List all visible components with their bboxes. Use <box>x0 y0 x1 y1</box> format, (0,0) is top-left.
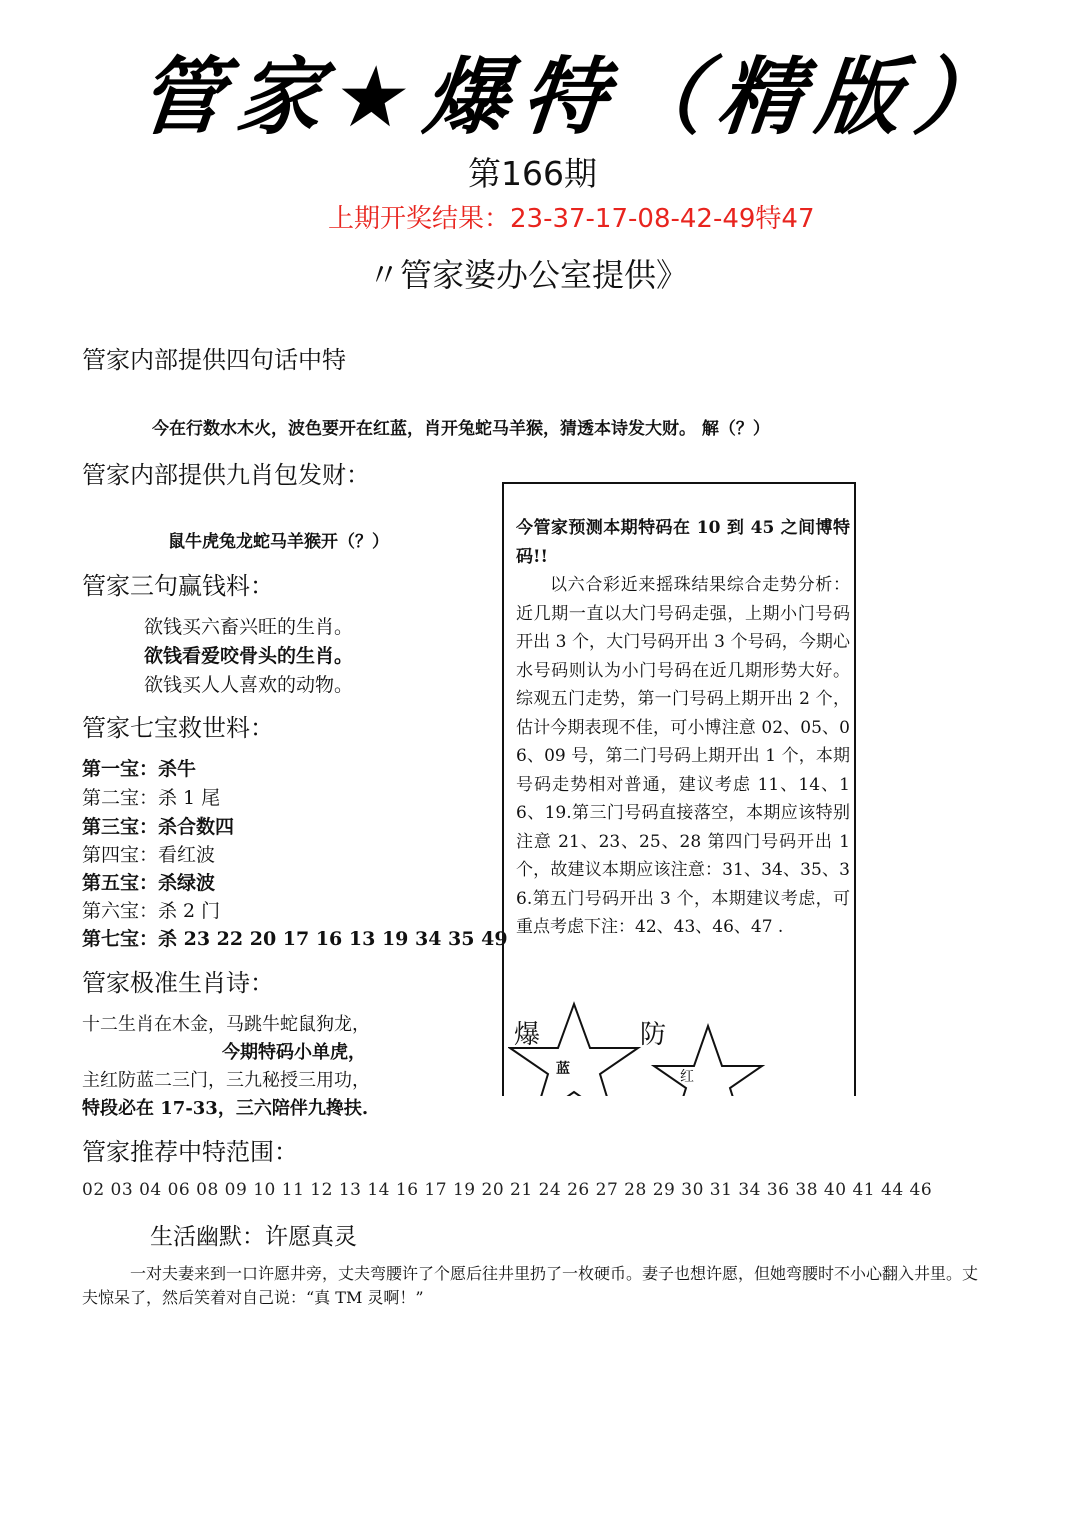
four-sentence-heading: 管家内部提供四句话中特 <box>82 346 346 374</box>
joke-text: 一对夫妻来到一口许愿井旁，丈夫弯腰许了个愿后往井里扔了一枚硬币。妻子也想许愿，但她弯腰时不小心翻入井里。丈夫惊呆了，然后笑着对自己说：“真 TM 灵啊！” <box>82 1264 979 1307</box>
three-sentence-line: 欲钱买人人喜欢的动物。 <box>144 674 354 696</box>
three-sentence-line: 欲钱看爱咬骨头的生肖。 <box>144 645 354 667</box>
joke-heading: 生活幽默：许愿真灵 <box>150 1224 357 1250</box>
zodiac-poem-heading: 管家极准生肖诗： <box>82 969 274 997</box>
poem-line: 特段必在 17-33，三六陪伴九搀扶. <box>82 1098 369 1119</box>
poem-line: 十二生肖在木金，马跳牛蛇鼠狗龙， <box>82 1014 370 1035</box>
star-word-guard: 防 <box>640 1020 667 1050</box>
treasure-item-6: 第六宝：杀 2 门 <box>82 900 221 922</box>
nine-zodiac-text: 鼠牛虎兔龙蛇马羊猴开（？） <box>168 532 389 552</box>
treasure-item-4: 第四宝：看红波 <box>82 844 216 866</box>
treasure-item-5: 第五宝：杀绿波 <box>82 872 216 894</box>
poem-line: 主红防蓝二三门，三九秘授三用功， <box>82 1070 370 1091</box>
three-sentence-heading: 管家三句赢钱料： <box>82 572 274 600</box>
recommend-heading: 管家推荐中特范围： <box>82 1138 298 1166</box>
four-sentence-text: 今在行数水木火，波色要开在红蓝，肖开兔蛇马羊猴，猜透本诗发大财。 解（？） <box>152 419 770 439</box>
issue-number: 第166期 <box>468 154 597 193</box>
treasure-item-2: 第二宝：杀 1 尾 <box>82 787 221 809</box>
star-label-blue: 蓝 <box>556 1061 570 1077</box>
treasure-item-3: 第三宝：杀合数四 <box>82 816 235 838</box>
star-icon <box>654 1026 762 1096</box>
poem-line: 今期特码小单虎， <box>222 1042 366 1063</box>
provider-line: 〃管家婆办公室提供》 <box>368 256 689 294</box>
nine-zodiac-heading: 管家内部提供九肖包发财： <box>82 461 370 489</box>
treasure-item-1: 第一宝：杀牛 <box>82 758 197 780</box>
treasure-item-7: 第七宝：杀 23 22 20 17 16 13 19 34 35 49 <box>82 928 508 950</box>
prediction-intro: 今管家预测本期特码在 10 到 45 之间博特码!! <box>516 518 850 567</box>
star-word-burst: 爆 <box>514 1020 541 1050</box>
recommend-numbers: 02 03 04 06 08 09 10 11 12 13 14 16 17 19 20 21 24 26 27 28 29 30 31 34 36 38 40 41 44 46 <box>82 1180 933 1200</box>
prediction-analysis: 以六合彩近来摇珠结果综合走势分析：近几期一直以大门号码走强，上期小门号码开出 3 个，大门号码开出 3 个号码，今期心水号码则认为小门号码在近几期形势大好。综观五门走势，第一门号码上期开出 2 个，估计今期表现不佳，可小博注意 02、05、06、09 号，第二门号码上期开出 1 个，本期号码走势相对普通，建议考虑 11、14、16、19.第三门号码直接落空，本期应该特别注意 21、23、25、28 第四门号码开出 1 个，故建议本期应该注意：31、34、35、36.第五门号码开出 3 个，本期建议考虑，可重点考虑下注：42、43、46、47 . <box>516 575 850 937</box>
three-sentence-line: 欲钱买六畜兴旺的生肖。 <box>144 616 354 638</box>
star-label-red: 红 <box>680 1069 694 1085</box>
prediction-box <box>502 482 856 1096</box>
page-title: 管家★爆特（精版） <box>134 48 1018 146</box>
seven-treasure-heading: 管家七宝救世料： <box>82 714 274 742</box>
last-draw-result: 上期开奖结果：23-37-17-08-42-49特47 <box>328 204 815 234</box>
